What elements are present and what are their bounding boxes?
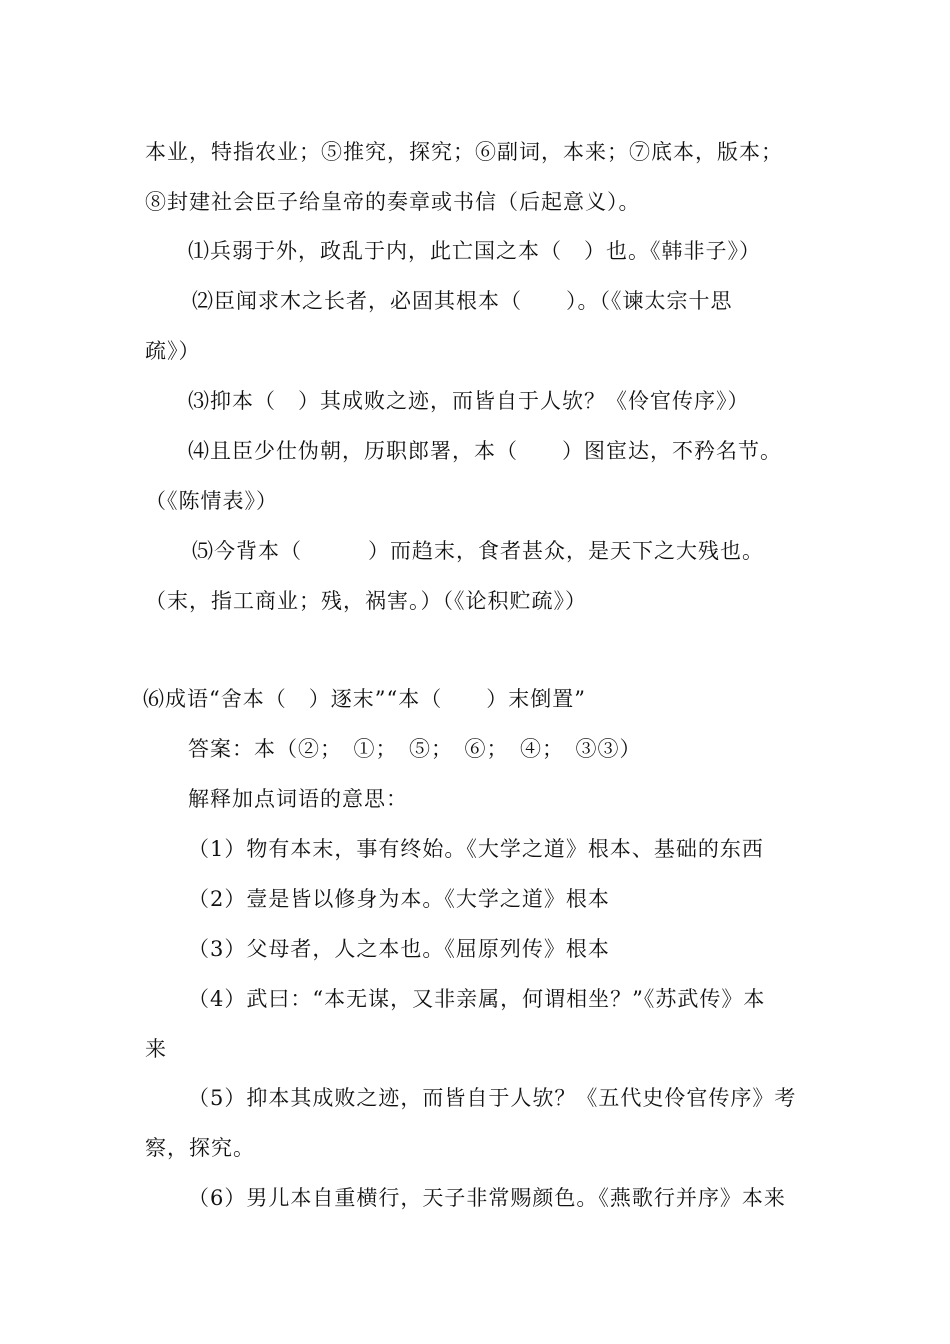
text-line: （5）抑本其成败之迹，而皆自于人欤？《五代史伶官传序》考: [188, 1086, 797, 1110]
text-line: 疏》）: [145, 339, 201, 363]
text-line: ⑵臣闻求木之长者，必固其根本（ ）。（《谏太宗十思: [192, 289, 733, 313]
answer-line: 答案：本（②； ①； ⑤； ⑥； ④； ③③）: [188, 737, 642, 761]
text-line: 察，探究。: [145, 1136, 255, 1160]
text-line: （末，指工商业；残，祸害。）（《论积贮疏》）: [145, 589, 587, 613]
text-line: （6）男儿本自重横行，天子非常赐颜色。《燕歌行并序》本来: [188, 1186, 786, 1210]
section-heading: 解释加点词语的意思：: [188, 787, 408, 811]
text-line: 来: [145, 1037, 167, 1061]
text-line: ⑴兵弱于外，政乱于内，此亡国之本（ ）也。《韩非子》）: [188, 239, 761, 263]
text-line: （3）父母者，人之本也。《屈原列传》根本: [188, 937, 610, 961]
text-line: （4）武曰：“本无谋，又非亲属，何谓相坐？”《苏武传》本: [188, 987, 766, 1011]
text-line: （2）壹是皆以修身为本。《大学之道》根本: [188, 887, 610, 911]
text-line: ⑶抑本（ ）其成败之迹，而皆自于人欤？《伶官传序》）: [188, 389, 750, 413]
text-line: （《陈情表》）: [145, 489, 278, 513]
text-line: ⑹成语“舍本（ ）逐末”“本（ ）末倒置”: [143, 687, 586, 711]
text-line: ⑸今背本（ ）而趋末，食者甚众，是天下之大残也。: [192, 539, 764, 563]
text-line: 本业，特指农业；⑤推究，探究；⑥副词，本来；⑦底本，版本；: [145, 140, 783, 164]
text-line: ⑧封建社会臣子给皇帝的奏章或书信（后起意义）。: [145, 190, 641, 214]
text-line: （1）物有本末，事有终始。《大学之道》根本、基础的东西: [188, 837, 764, 861]
text-line: ⑷且臣少仕伪朝，历职郎署，本（ ）图宦达，不矜名节。: [188, 439, 782, 463]
